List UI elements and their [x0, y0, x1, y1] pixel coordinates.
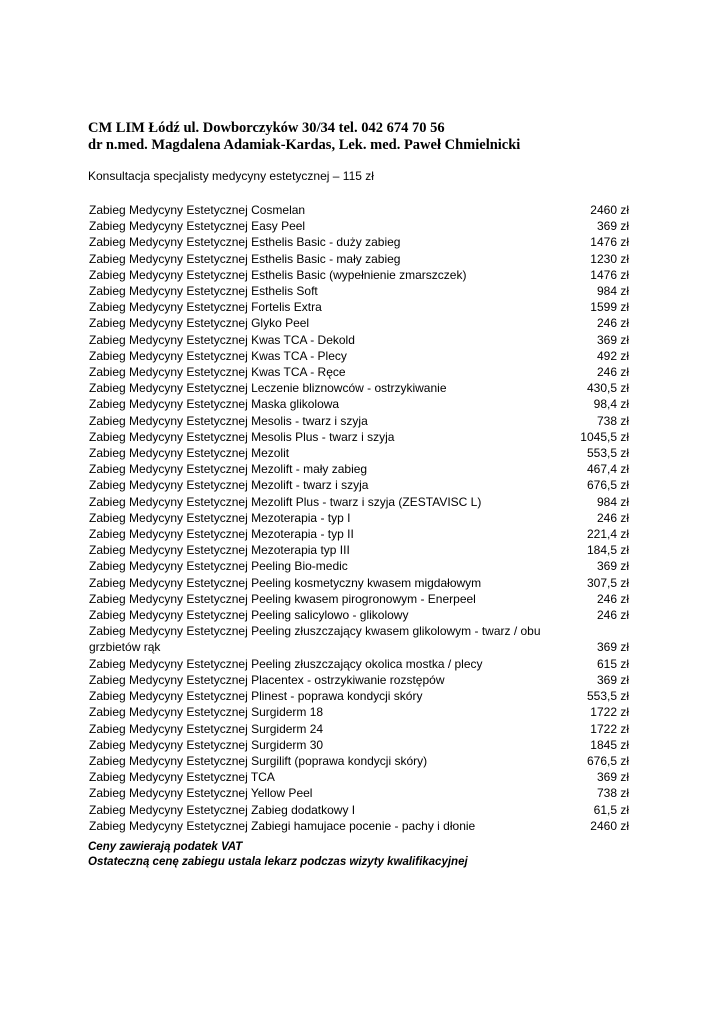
table-row	[88, 364, 629, 380]
treatment-price: 1476 zł	[590, 267, 629, 282]
treatment-price: 467,4 zł	[586, 462, 629, 477]
table-row	[88, 542, 629, 558]
treatment-price: 98,4 zł	[593, 397, 629, 412]
treatment-price: 1476 zł	[590, 235, 629, 250]
treatment-price: 492 zł	[596, 348, 629, 363]
table-row	[88, 656, 629, 672]
clinic-address-line: CM LIM Łódź ul. Dowborczyków 30/34 tel. 042 674 70 56	[88, 120, 445, 136]
treatment-name: Zabieg Medycyny Estetycznej Surgiderm 24	[89, 721, 324, 736]
table-row	[88, 299, 629, 315]
treatment-price: 2460 zł	[590, 203, 629, 217]
treatment-price: 1845 zł	[590, 737, 629, 752]
table-row	[88, 721, 629, 737]
treatment-price: 676,5 zł	[586, 753, 629, 768]
treatment-price: 246 zł	[596, 608, 629, 623]
table-row	[88, 315, 629, 331]
treatment-name: Zabieg Medycyny Estetycznej Kwas TCA - Ręce	[89, 365, 346, 380]
table-row	[88, 818, 629, 834]
treatment-price: 246 zł	[596, 510, 629, 525]
treatment-price: 369 zł	[596, 640, 629, 655]
treatment-price-table	[88, 202, 629, 834]
treatment-name: Zabieg Medycyny Estetycznej Zabieg dodatkowy I	[89, 802, 356, 817]
treatment-price: 246 zł	[596, 316, 629, 331]
table-row	[88, 688, 629, 704]
treatment-name: Zabieg Medycyny Estetycznej Mezoterapia - typ I	[89, 510, 351, 525]
table-row	[88, 591, 629, 607]
vat-note: Ceny zawierają podatek VAT	[88, 841, 243, 853]
treatment-name: Zabieg Medycyny Estetycznej Mesolis Plus - twarz i szyja	[89, 429, 395, 444]
final-price-note: Ostateczną cenę zabiegu ustala lekarz podczas wizyty kwalifikacyjnej	[88, 856, 468, 868]
treatment-name: Zabieg Medycyny Estetycznej Fortelis Extra	[89, 300, 322, 315]
treatment-name: Zabieg Medycyny Estetycznej Surgiderm 18	[89, 705, 324, 720]
treatment-price: 1045,5 zł	[580, 429, 629, 444]
table-row	[88, 202, 629, 218]
treatment-name: Zabieg Medycyny Estetycznej Cosmelan	[89, 203, 306, 217]
clinic-header	[88, 120, 520, 154]
price-notes	[88, 840, 468, 870]
treatment-name: Zabieg Medycyny Estetycznej Kwas TCA - Plecy	[89, 348, 347, 363]
treatment-price: 369 zł	[596, 332, 629, 347]
treatment-name: Zabieg Medycyny Estetycznej Mezolift - twarz i szyja	[89, 478, 369, 493]
table-row	[88, 477, 629, 493]
table-row	[88, 251, 629, 267]
treatment-price: 676,5 zł	[586, 478, 629, 493]
treatment-name: Zabieg Medycyny Estetycznej Plinest - poprawa kondycji skóry	[89, 689, 423, 704]
treatment-name: Zabieg Medycyny Estetycznej Esthelis Basic (wypełnienie zmarszczek)	[89, 267, 467, 282]
treatment-name: Zabieg Medycyny Estetycznej Mezoterapia - typ II	[89, 527, 354, 542]
treatment-name: Zabieg Medycyny Estetycznej Peeling salicylowo - glikolowy	[89, 608, 409, 623]
table-row	[88, 218, 629, 234]
table-row	[88, 769, 629, 785]
treatment-name: Zabieg Medycyny Estetycznej Leczenie bliznowców - ostrzykiwanie	[89, 381, 447, 396]
treatment-price: 738 zł	[596, 413, 629, 428]
treatment-price: 2460 zł	[590, 818, 629, 833]
treatment-name: Zabieg Medycyny Estetycznej Peeling złuszczający kwasem glikolowym - twarz / obu grzbietów rąk	[89, 624, 541, 655]
table-row	[88, 283, 629, 299]
table-row	[88, 267, 629, 283]
treatment-name: Zabieg Medycyny Estetycznej Mezolift Plus - twarz i szyja (ZESTAVISC L)	[89, 494, 482, 509]
treatment-price: 1722 zł	[590, 705, 629, 720]
treatment-name: Zabieg Medycyny Estetycznej Esthelis Basic - duży zabieg	[89, 235, 401, 250]
treatment-price: 369 zł	[596, 672, 629, 687]
table-row	[88, 737, 629, 753]
treatment-price: 1230 zł	[590, 251, 629, 266]
treatment-price: 553,5 zł	[586, 446, 629, 461]
table-row	[88, 510, 629, 526]
table-row	[88, 429, 629, 445]
treatment-name: Zabieg Medycyny Estetycznej Surgilift (poprawa kondycji skóry)	[89, 753, 428, 768]
table-row	[88, 753, 629, 769]
treatment-price: 615 zł	[596, 656, 629, 671]
table-row	[88, 623, 629, 655]
treatment-price: 1722 zł	[590, 721, 629, 736]
treatment-name: Zabieg Medycyny Estetycznej Easy Peel	[89, 219, 306, 234]
treatment-name: Zabieg Medycyny Estetycznej Mezolit	[89, 446, 290, 461]
table-row	[88, 348, 629, 364]
doctors-line: dr n.med. Magdalena Adamiak-Kardas, Lek. med. Paweł Chmielnicki	[88, 137, 521, 153]
treatment-price: 369 zł	[596, 770, 629, 785]
table-row	[88, 526, 629, 542]
table-row	[88, 785, 629, 801]
table-row	[88, 396, 629, 412]
table-row	[88, 380, 629, 396]
treatment-price: 246 zł	[596, 591, 629, 606]
treatment-name: Zabieg Medycyny Estetycznej Kwas TCA - Dekold	[89, 332, 355, 347]
treatment-price: 307,5 zł	[586, 575, 629, 590]
treatment-price: 553,5 zł	[586, 689, 629, 704]
treatment-price: 984 zł	[596, 494, 629, 509]
treatment-price: 369 zł	[596, 559, 629, 574]
treatment-price: 221,4 zł	[586, 527, 629, 542]
treatment-price: 246 zł	[596, 365, 629, 380]
table-row	[88, 704, 629, 720]
table-row	[88, 413, 629, 429]
consultation-price: Konsultacja specjalisty medycyny estetycznej – 115 zł	[88, 169, 374, 183]
treatment-price: 1599 zł	[590, 300, 629, 315]
table-row	[88, 461, 629, 477]
treatment-name: Zabieg Medycyny Estetycznej Peeling kwasem pirogronowym - Enerpeel	[89, 591, 476, 606]
treatment-price: 184,5 zł	[586, 543, 629, 558]
treatment-name: Zabieg Medycyny Estetycznej Zabiegi hamujace pocenie - pachy i dłonie	[89, 818, 476, 833]
treatment-name: Zabieg Medycyny Estetycznej Maska glikolowa	[89, 397, 340, 412]
treatment-name: Zabieg Medycyny Estetycznej Peeling kosmetyczny kwasem migdałowym	[89, 575, 482, 590]
table-row	[88, 672, 629, 688]
treatment-price: 430,5 zł	[586, 381, 629, 396]
table-row	[88, 234, 629, 250]
table-row	[88, 575, 629, 591]
table-row	[88, 558, 629, 574]
treatment-name: Zabieg Medycyny Estetycznej Glyko Peel	[89, 316, 310, 331]
treatment-name: Zabieg Medycyny Estetycznej Peeling Bio-medic	[89, 559, 348, 574]
treatment-price: 738 zł	[596, 786, 629, 801]
treatment-name: Zabieg Medycyny Estetycznej Mezolift - mały zabieg	[89, 462, 368, 477]
treatment-price: 984 zł	[596, 284, 629, 299]
treatment-name: Zabieg Medycyny Estetycznej Esthelis Soft	[89, 284, 318, 299]
table-row	[88, 445, 629, 461]
treatment-name: Zabieg Medycyny Estetycznej Mezoterapia typ III	[89, 543, 350, 558]
treatment-name: Zabieg Medycyny Estetycznej Surgiderm 30	[89, 737, 324, 752]
treatment-name: Zabieg Medycyny Estetycznej Peeling złuszczający okolica mostka / plecy	[89, 656, 483, 671]
treatment-name: Zabieg Medycyny Estetycznej Esthelis Basic - mały zabieg	[89, 251, 401, 266]
treatment-price: 61,5 zł	[593, 802, 629, 817]
table-row	[88, 494, 629, 510]
treatment-name: Zabieg Medycyny Estetycznej TCA	[89, 770, 275, 785]
treatment-name: Zabieg Medycyny Estetycznej Placentex - ostrzykiwanie rozstępów	[89, 672, 445, 687]
treatment-price: 369 zł	[596, 219, 629, 234]
treatment-name: Zabieg Medycyny Estetycznej Yellow Peel	[89, 786, 313, 801]
treatment-name: Zabieg Medycyny Estetycznej Mesolis - twarz i szyja	[89, 413, 368, 428]
table-row	[88, 332, 629, 348]
table-row	[88, 607, 629, 623]
table-row	[88, 802, 629, 818]
